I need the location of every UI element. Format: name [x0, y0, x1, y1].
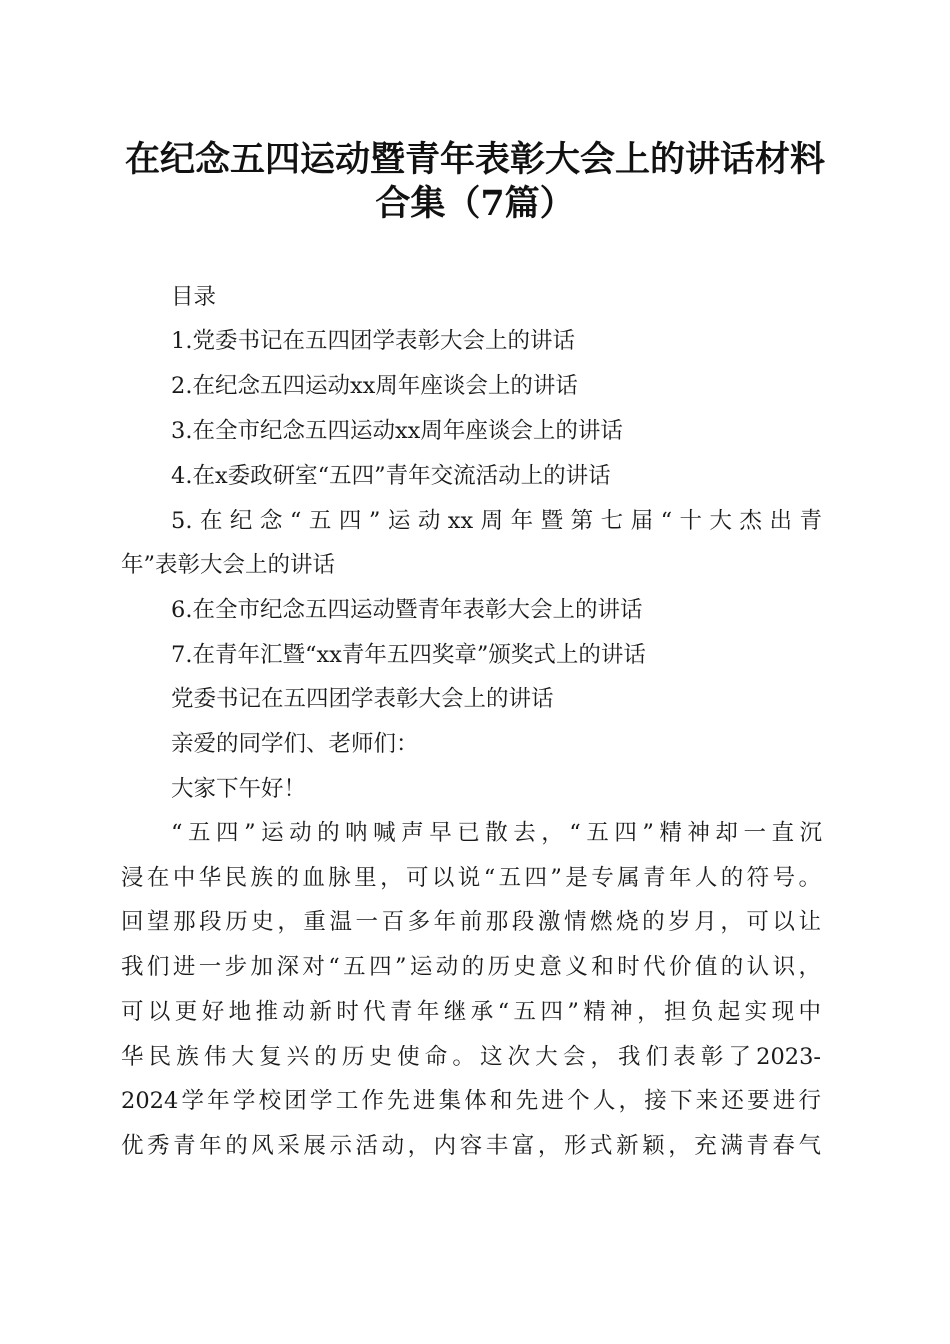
toc-item: 1.党委书记在五四团学表彰大会上的讲话	[171, 328, 575, 354]
speech-title: 党委书记在五四团学表彰大会上的讲话	[171, 686, 554, 712]
document-title-line-1: 在纪念五四运动暨青年表彰大会上的讲话材料	[124, 139, 825, 180]
paragraph-line: 可以更好地推动新时代青年继承“五四”精神，担负起实现中	[121, 999, 821, 1025]
paragraph-line: 华民族伟大复兴的历史使命。这次大会，我们表彰了2023-	[121, 1044, 821, 1070]
toc-item: 7.在青年汇暨“xx青年五四奖章”颁奖式上的讲话	[171, 642, 646, 668]
paragraph-line: 优秀青年的风采展示活动，内容丰富，形式新颖，充满青春气	[121, 1133, 821, 1159]
toc-heading: 目录	[171, 284, 217, 310]
paragraph-line: “五四”运动的呐喊声早已散去，“五四”精神却一直沉	[171, 820, 822, 846]
toc-item: 5.在纪念“五四”运动xx周年暨第七届“十大杰出青	[171, 508, 822, 534]
toc-item: 2.在纪念五四运动xx周年座谈会上的讲话	[171, 373, 578, 399]
paragraph-line: 2024学年学校团学工作先进集体和先进个人，接下来还要进行	[121, 1088, 821, 1114]
toc-item: 4.在x委政研室“五四”青年交流活动上的讲话	[171, 463, 611, 489]
speech-salutation: 亲爱的同学们、老师们：	[171, 731, 419, 757]
document-title-line-2: 合集（7篇）	[375, 183, 575, 224]
toc-item: 6.在全市纪念五四运动暨青年表彰大会上的讲话	[171, 597, 643, 623]
paragraph-line: 回望那段历史，重温一百多年前那段激情燃烧的岁月，可以让	[121, 909, 821, 935]
paragraph-line: 我们进一步加深对“五四”运动的历史意义和时代价值的认识，	[121, 954, 821, 980]
toc-item: 3.在全市纪念五四运动xx周年座谈会上的讲话	[171, 418, 623, 444]
paragraph-line: 浸在中华民族的血脉里，可以说“五四”是专属青年人的符号。	[121, 865, 821, 891]
speech-greeting: 大家下午好！	[171, 776, 307, 802]
toc-item-continued: 年”表彰大会上的讲话	[121, 552, 336, 578]
